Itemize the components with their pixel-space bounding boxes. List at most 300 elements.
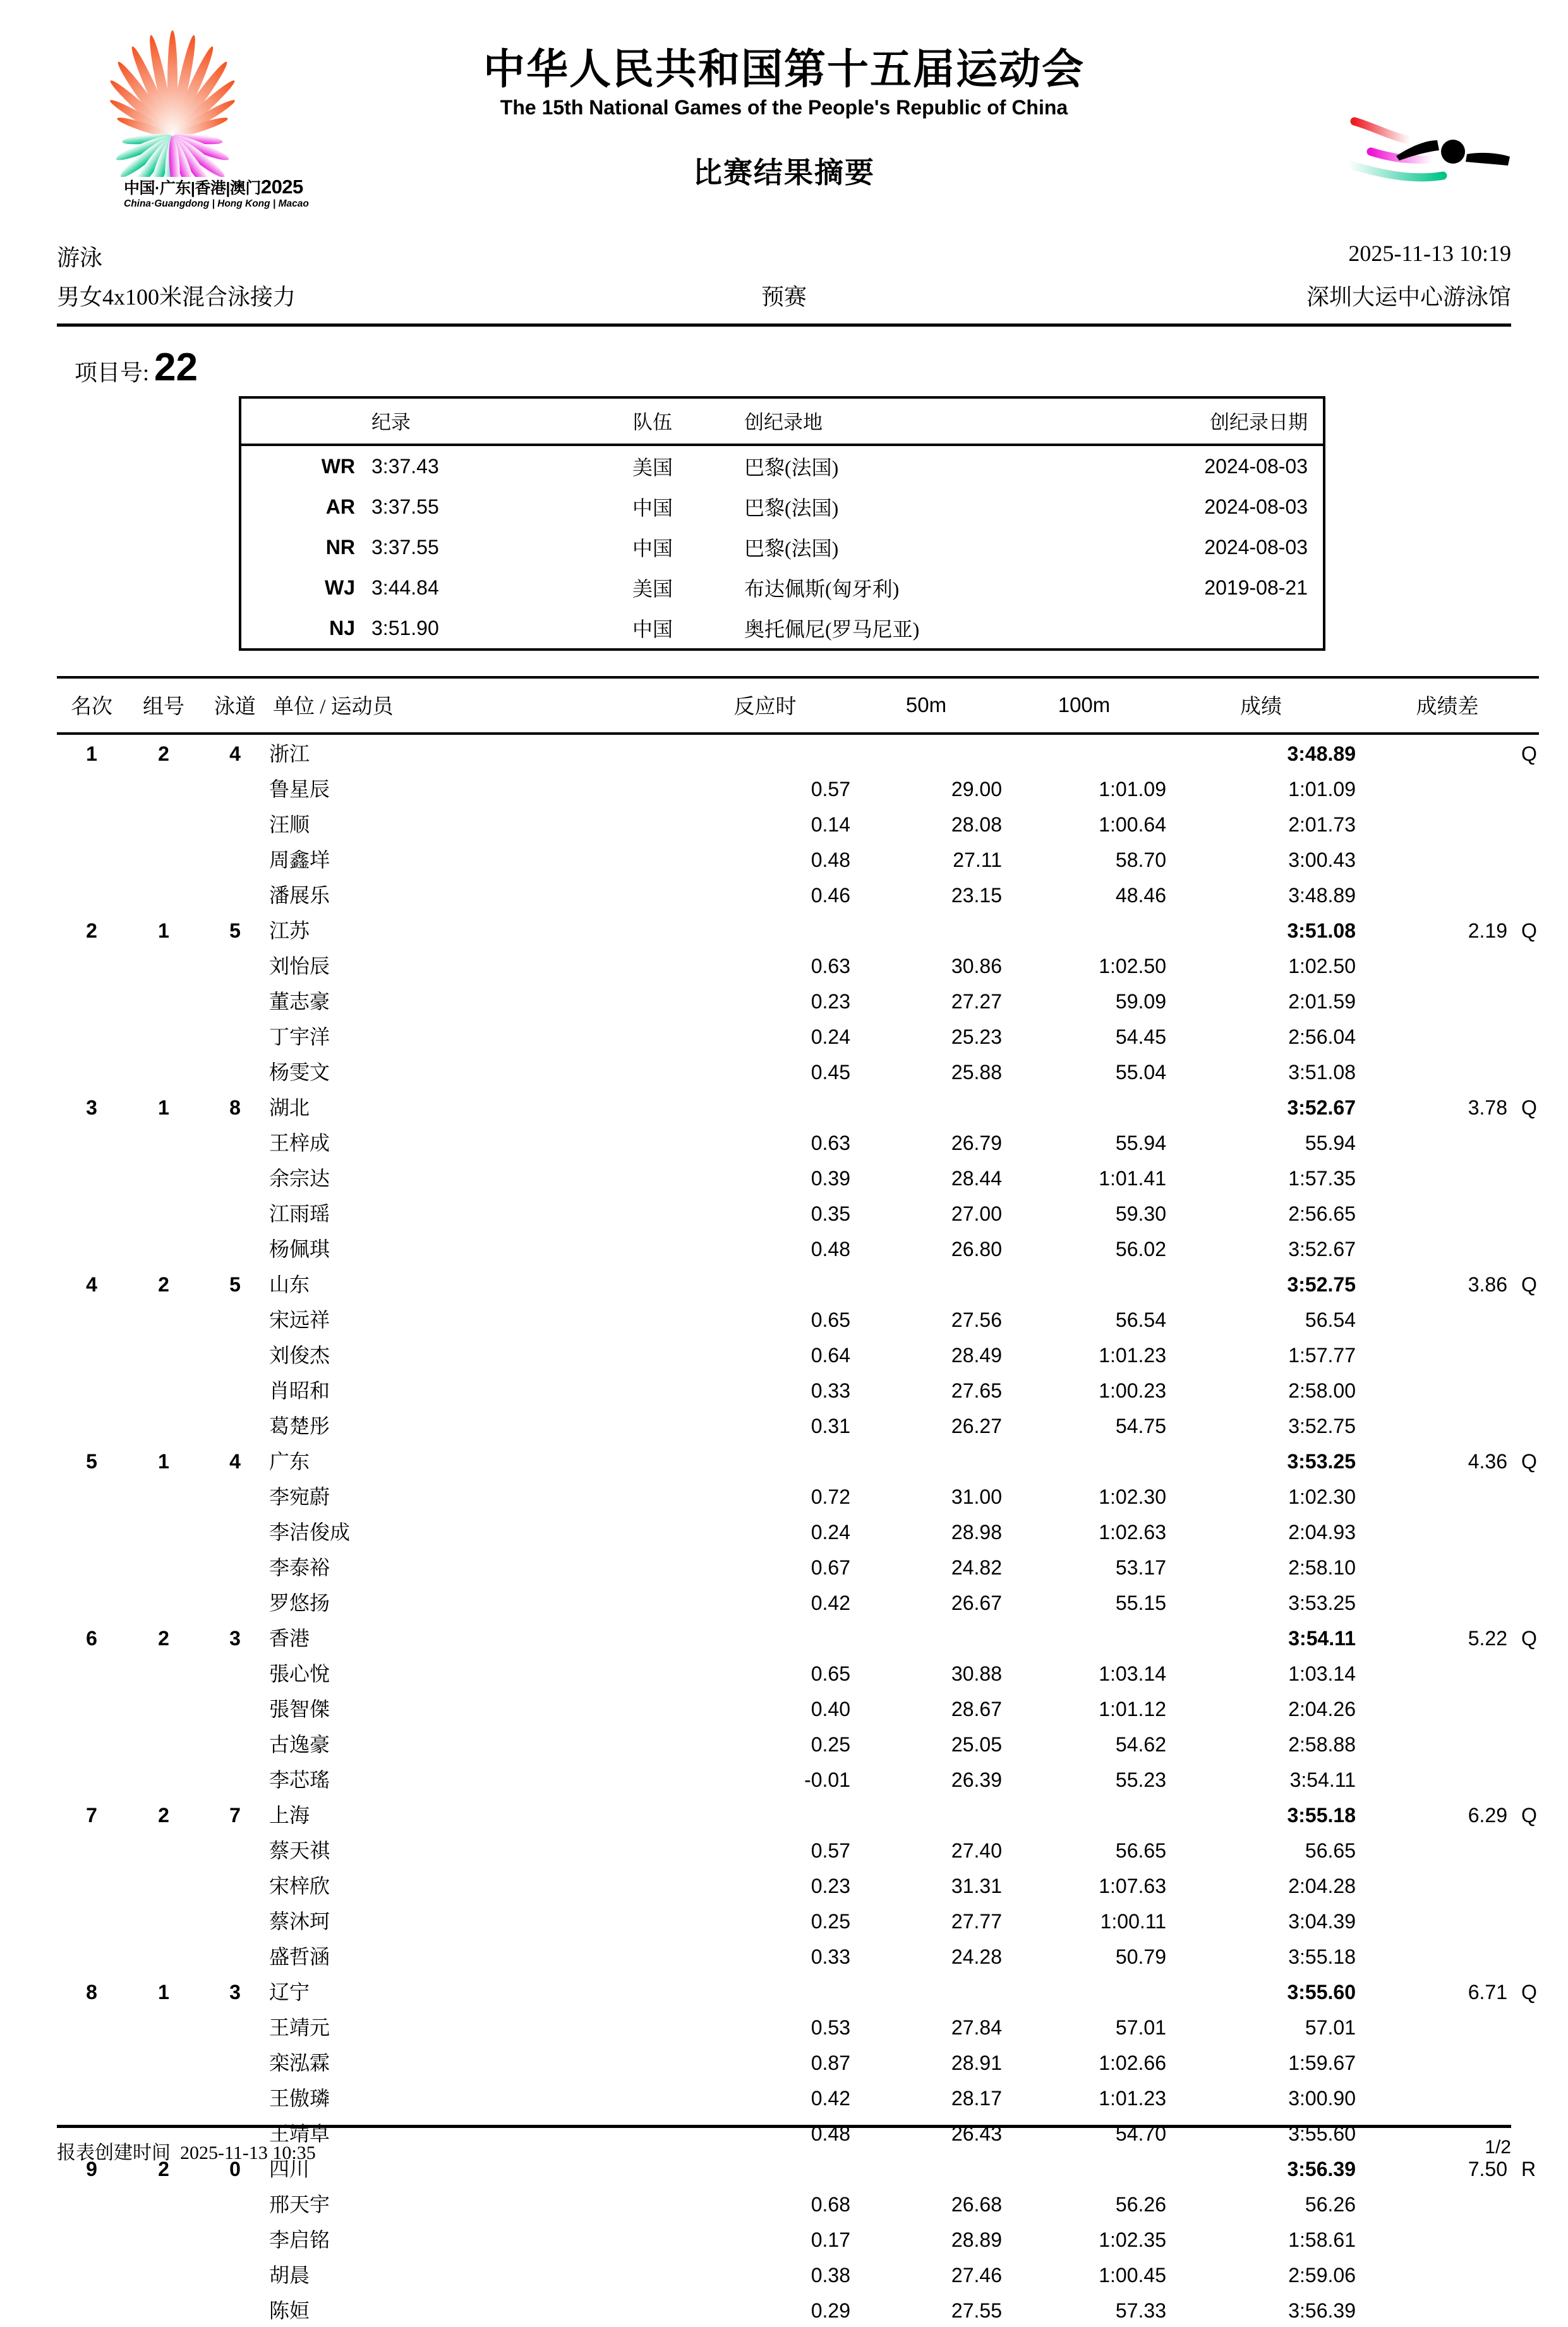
heat-spacer [126,1018,201,1053]
lane-spacer [201,806,269,841]
rank-spacer [57,1230,126,1266]
split50-cell [850,734,1002,770]
reaction-cell: 0.48 [811,1238,850,1260]
heat-spacer [126,1690,201,1726]
record-code: NJ [329,616,355,639]
reaction-cell: 0.68 [811,2193,850,2216]
records-col-code [241,399,371,445]
team-name-cell: 浙江 [269,742,310,765]
athlete-name-cell: 盛哲涵 [269,1945,330,1968]
document-header [0,0,1568,240]
athlete-result-row [57,1124,1539,1159]
diff-spacer [1356,2256,1539,2292]
split100-cell: 56.26 [1115,2193,1166,2216]
split100-cell [1002,1973,1166,2009]
diff-spacer [1356,1513,1539,1549]
athlete-name-cell: 葛楚彤 [269,1415,330,1437]
page-number: 1/2 [1485,2137,1511,2158]
heat-spacer [126,2256,201,2292]
split50-cell: 28.17 [951,2087,1002,2110]
reaction-cell [680,734,850,770]
reaction-cell: 0.25 [811,1733,850,1756]
cumulative-cell: 2:58.10 [1288,1556,1356,1579]
diff-spacer [1356,982,1539,1018]
lane-spacer [201,1832,269,1867]
athlete-name-cell: 李泰裕 [269,1556,330,1579]
heat-cell: 2 [158,742,169,765]
heat-cell: 2 [158,2158,169,2180]
split50-cell: 25.23 [951,1025,1002,1048]
lane-spacer [201,876,269,912]
lane-spacer [201,2292,269,2327]
lane-spacer [201,1195,269,1230]
diff-value: 7.50 [1468,2158,1507,2180]
qualification-mark: Q [1521,1804,1537,1827]
split100-cell [1002,1266,1166,1301]
heat-cell: 2 [158,1273,169,1296]
heat-spacer [126,1336,201,1372]
lane-spacer [201,2185,269,2221]
sport-name: 游泳 [57,245,103,270]
record-time: 3:44.84 [371,576,439,599]
reaction-cell: 0.42 [811,2087,850,2110]
records-col-team: 队伍 [561,399,744,445]
reaction-cell [680,1089,850,1124]
heat-spacer [126,1478,201,1513]
lane-spacer [201,2221,269,2256]
diff-spacer [1356,2009,1539,2044]
lane-cell: 5 [229,919,241,942]
split50-cell: 24.82 [951,1556,1002,1579]
event-number-label: 项目号: [75,360,150,385]
athlete-result-row [57,2185,1539,2221]
cumulative-cell: 1:02.30 [1288,1485,1356,1508]
athlete-name-cell: 王傲璘 [269,2087,330,2110]
lane-spacer [201,1584,269,1619]
heat-spacer [126,1372,201,1407]
athlete-name-cell: 張智傑 [269,1698,330,1720]
reaction-cell: 0.33 [811,1945,850,1968]
split50-cell: 27.84 [951,2016,1002,2039]
split50-cell: 30.88 [951,1662,1002,1685]
reaction-cell [680,1266,850,1301]
split100-cell: 53.17 [1115,1556,1166,1579]
rank-cell: 1 [86,742,97,765]
lane-spacer [201,2044,269,2079]
record-place: 奥托佩尼(罗马尼亚) [744,618,920,641]
cumulative-cell: 2:04.26 [1288,1698,1356,1720]
athlete-name-cell: 王梓成 [269,1132,330,1154]
heat-spacer [126,2185,201,2221]
logo-wordmark-year: 2025 [260,176,303,198]
split50-cell: 26.80 [951,1238,1002,1260]
team-name-cell: 四川 [269,2158,310,2180]
reaction-cell: 0.48 [811,2122,850,2145]
reaction-cell: 0.24 [811,1521,850,1544]
diff-spacer [1356,947,1539,982]
split50-cell: 27.00 [951,1202,1002,1225]
heat-spacer [126,1832,201,1867]
rank-spacer [57,1832,126,1867]
event-number-block [75,348,1568,387]
split100-cell [1002,734,1166,770]
record-date: 2024-08-03 [1204,535,1308,559]
diff-spacer [1356,1159,1539,1195]
team-result-cell: 3:55.18 [1287,1804,1356,1827]
split50-cell: 27.65 [951,1379,1002,1402]
lane-spacer [201,2079,269,2115]
heat-spacer [126,1513,201,1549]
diff-spacer [1356,1336,1539,1372]
athlete-result-row [57,982,1539,1018]
heat-spacer [126,1867,201,1902]
diff-value: 3.78 [1468,1096,1507,1119]
rank-spacer [57,982,126,1018]
reaction-cell: 0.64 [811,1344,850,1367]
event-number-value: 22 [154,346,198,389]
athlete-name-cell: 宋梓欣 [269,1875,330,1897]
record-team: 中国 [632,618,673,641]
split50-cell: 26.43 [951,2122,1002,2145]
team-result-cell: 3:52.67 [1287,1096,1356,1119]
cumulative-cell: 2:01.59 [1288,990,1356,1013]
split100-cell: 1:02.50 [1099,955,1166,977]
lane-spacer [201,1159,269,1195]
reaction-cell: 0.45 [811,1061,850,1084]
heat-spacer [126,770,201,806]
heat-cell: 2 [158,1804,169,1827]
athlete-result-row [57,1938,1539,1973]
records-row [241,445,1323,487]
athlete-result-row [57,770,1539,806]
team-result-row [57,734,1539,770]
heat-spacer [126,2044,201,2079]
split50-cell: 26.79 [951,1132,1002,1154]
split100-cell: 1:00.11 [1100,1910,1166,1933]
rank-spacer [57,806,126,841]
cumulative-cell: 3:00.90 [1288,2087,1356,2110]
rank-spacer [57,1549,126,1584]
rank-spacer [57,1726,126,1761]
cumulative-cell: 1:57.77 [1288,1344,1356,1367]
athlete-result-row [57,1832,1539,1867]
athlete-name-cell: 王靖元 [269,2016,330,2039]
split100-cell: 1:01.41 [1099,1167,1166,1190]
cumulative-cell: 2:56.04 [1288,1025,1356,1048]
cumulative-cell: 3:48.89 [1288,884,1356,907]
rank-spacer [57,2221,126,2256]
athlete-name-cell: 蔡天祺 [269,1839,330,1862]
record-date: 2024-08-03 [1204,454,1308,478]
cumulative-cell: 3:04.39 [1288,1910,1356,1933]
athlete-result-row [57,1159,1539,1195]
team-result-row [57,1266,1539,1301]
split100-cell: 1:01.23 [1099,1344,1166,1367]
diff-spacer [1356,1372,1539,1407]
records-row [241,527,1323,567]
diff-spacer [1356,876,1539,912]
results-col-lane: 泳道 [201,677,269,734]
records-row [241,608,1323,648]
team-name-cell: 湖北 [269,1096,310,1119]
records-row [241,567,1323,608]
event-name: 男女4x100米混合泳接力 [57,284,296,310]
records-header-row [241,399,1323,445]
rank-cell: 2 [86,919,97,942]
athlete-result-row [57,1301,1539,1336]
split100-cell: 1:00.23 [1099,1379,1166,1402]
round-name: 预赛 [761,284,807,310]
athlete-name-cell: 杨佩琪 [269,1238,330,1260]
athlete-name-cell: 鲁星辰 [269,778,330,801]
reaction-cell: 0.40 [811,1698,850,1720]
reaction-cell [680,1619,850,1655]
athlete-result-row [57,806,1539,841]
diff-cell [1356,1973,1539,2009]
rank-spacer [57,2292,126,2327]
team-result-cell: 3:54.11 [1288,1627,1356,1650]
lane-spacer [201,1902,269,1938]
rank-spacer [57,2009,126,2044]
athlete-result-row [57,2009,1539,2044]
reaction-cell: 0.33 [811,1379,850,1402]
info-line-2 [57,279,1511,318]
info-line-1 [57,240,1511,279]
games-title-en: The 15th National Games of the People's Republic of China [500,95,1068,119]
team-result-cell: 3:56.39 [1287,2158,1356,2180]
cumulative-cell: 1:58.61 [1288,2228,1356,2251]
rank-spacer [57,1407,126,1442]
lane-cell: 3 [229,1981,241,2004]
cumulative-cell: 55.94 [1305,1132,1356,1154]
rank-spacer [57,1124,126,1159]
split100-cell: 57.01 [1115,2016,1166,2039]
cumulative-cell: 3:00.43 [1288,849,1356,871]
heat-spacer [126,1761,201,1796]
reaction-cell [680,1973,850,2009]
athlete-result-row [57,1655,1539,1690]
record-time: 3:37.55 [371,535,439,559]
reaction-cell: 0.57 [811,778,850,801]
cumulative-cell: 3:53.25 [1288,1592,1356,1614]
footer-divider [57,2125,1511,2128]
diff-spacer [1356,1053,1539,1089]
diff-spacer [1356,2079,1539,2115]
record-time: 3:37.43 [371,454,439,478]
qualification-mark: Q [1521,742,1537,765]
split100-cell: 57.33 [1115,2299,1166,2322]
rank-spacer [57,2256,126,2292]
diff-spacer [1356,2221,1539,2256]
cumulative-cell: 2:58.88 [1288,1733,1356,1756]
split50-cell: 27.40 [951,1839,1002,1862]
team-name-cell: 广东 [269,1450,310,1473]
reaction-cell: 0.25 [811,1910,850,1933]
split100-cell: 48.46 [1115,884,1166,907]
diff-spacer [1356,2044,1539,2079]
split100-cell: 1:00.64 [1099,813,1166,836]
qualification-mark: Q [1521,919,1537,942]
athlete-result-row [57,1372,1539,1407]
records-col-date: 创纪录日期 [1041,399,1323,445]
split50-cell [850,1442,1002,1478]
split100-cell: 1:07.63 [1099,1875,1166,1897]
qualification-mark: Q [1521,1273,1537,1296]
record-time: 3:51.90 [371,616,439,639]
diff-spacer [1356,770,1539,806]
heat-spacer [126,2292,201,2327]
rank-spacer [57,876,126,912]
lane-spacer [201,1549,269,1584]
split50-cell: 27.27 [951,990,1002,1013]
split50-cell: 27.56 [951,1309,1002,1331]
athlete-result-row [57,1230,1539,1266]
team-name-cell: 辽宁 [269,1981,310,2004]
logo-wordmark-en: China·Guangdong | Hong Kong | Macao [124,198,309,209]
reaction-cell: 0.53 [811,2016,850,2039]
cumulative-cell: 3:52.75 [1288,1415,1356,1437]
rank-cell: 9 [86,2158,97,2180]
split100-cell [1002,912,1166,947]
split50-cell: 26.39 [951,1768,1002,1791]
record-time: 3:37.55 [371,495,439,518]
split100-cell: 59.09 [1115,990,1166,1013]
lane-spacer [201,1726,269,1761]
records-row [241,487,1323,527]
games-title-cn: 中华人民共和国第十五届运动会 [483,45,1085,92]
rank-spacer [57,1478,126,1513]
lane-spacer [201,1478,269,1513]
lane-spacer [201,1655,269,1690]
diff-spacer [1356,806,1539,841]
cumulative-cell: 2:04.93 [1288,1521,1356,1544]
diff-spacer [1356,1832,1539,1867]
lane-spacer [201,2009,269,2044]
diff-spacer [1356,1867,1539,1902]
venue-name: 深圳大运中心游泳馆 [1306,284,1511,310]
rank-spacer [57,2185,126,2221]
diff-spacer [1356,1938,1539,1973]
athlete-result-row [57,1018,1539,1053]
athlete-name-cell: 江雨瑶 [269,1202,330,1225]
diff-spacer [1356,1301,1539,1336]
reaction-cell: 0.63 [811,955,850,977]
qualification-mark: Q [1521,1450,1537,1473]
rank-spacer [57,1761,126,1796]
split100-cell: 1:02.30 [1099,1485,1166,1508]
rank-cell: 3 [86,1096,97,1119]
split50-cell [850,1089,1002,1124]
split50-cell [850,912,1002,947]
athlete-name-cell: 蔡沐珂 [269,1910,330,1933]
lane-spacer [201,1867,269,1902]
cumulative-cell: 2:59.06 [1288,2264,1356,2287]
split100-cell: 1:02.35 [1099,2228,1166,2251]
split100-cell: 56.54 [1115,1309,1166,1331]
split100-cell: 54.75 [1115,1415,1166,1437]
rank-spacer [57,1372,126,1407]
document-footer [57,2125,1511,2171]
diff-value: 6.29 [1468,1804,1507,1827]
reaction-cell: 0.23 [811,1875,850,1897]
heat-spacer [126,2079,201,2115]
lane-cell: 4 [229,1450,241,1473]
rank-spacer [57,1018,126,1053]
split50-cell: 31.00 [951,1485,1002,1508]
rank-spacer [57,1584,126,1619]
team-name-cell: 山东 [269,1273,310,1296]
heat-cell: 2 [158,1627,169,1650]
cumulative-cell: 2:04.28 [1288,1875,1356,1897]
cumulative-cell: 57.01 [1305,2016,1356,2039]
athlete-name-cell: 陈姮 [269,2299,310,2322]
split50-cell: 23.15 [951,884,1002,907]
results-col-diff: 成绩差 [1356,677,1539,734]
heat-spacer [126,1301,201,1336]
diff-spacer [1356,1584,1539,1619]
diff-cell [1356,734,1539,770]
cumulative-cell: 1:03.14 [1288,1662,1356,1685]
diff-cell [1356,1266,1539,1301]
record-team: 中国 [632,497,673,519]
diff-cell [1356,1796,1539,1832]
athlete-result-row [57,947,1539,982]
rank-spacer [57,1902,126,1938]
athlete-name-cell: 古逸豪 [269,1733,330,1756]
team-result-cell: 3:51.08 [1287,919,1356,942]
report-created [57,2137,316,2165]
split50-cell: 28.08 [951,813,1002,836]
split50-cell: 28.89 [951,2228,1002,2251]
rank-spacer [57,947,126,982]
team-result-row [57,912,1539,947]
team-result-cell: 3:52.75 [1287,1273,1356,1296]
split100-cell: 55.23 [1115,1768,1166,1791]
split50-cell: 28.44 [951,1167,1002,1190]
lane-spacer [201,1761,269,1796]
cumulative-cell: 3:54.11 [1289,1768,1356,1791]
reaction-cell: 0.31 [811,1415,850,1437]
athlete-result-row [57,1726,1539,1761]
reaction-cell [680,1442,850,1478]
lane-spacer [201,982,269,1018]
reaction-cell: -0.01 [804,1768,850,1791]
split50-cell: 24.28 [951,1945,1002,1968]
reaction-cell: 0.24 [811,1025,850,1048]
split100-cell: 55.04 [1115,1061,1166,1084]
cumulative-cell: 3:55.60 [1288,2122,1356,2145]
diff-spacer [1356,2185,1539,2221]
heat-cell: 1 [158,919,169,942]
split100-cell: 1:01.09 [1099,778,1166,801]
rank-cell: 8 [86,1981,97,2004]
athlete-name-cell: 刘怡辰 [269,955,330,977]
rank-spacer [57,1655,126,1690]
heat-spacer [126,1726,201,1761]
split100-cell: 56.02 [1115,1238,1166,1260]
rank-cell: 5 [86,1450,97,1473]
rank-cell: 4 [86,1273,97,1296]
athlete-name-cell: 張心悅 [269,1662,330,1685]
team-result-row [57,1973,1539,2009]
results-col-split100: 100m [1002,677,1166,734]
reaction-cell: 0.23 [811,990,850,1013]
heat-spacer [126,1655,201,1690]
diff-value: 5.22 [1468,1627,1507,1650]
rank-spacer [57,1938,126,1973]
record-place: 布达佩斯(匈牙利) [744,577,900,600]
cumulative-cell: 56.26 [1305,2193,1356,2216]
